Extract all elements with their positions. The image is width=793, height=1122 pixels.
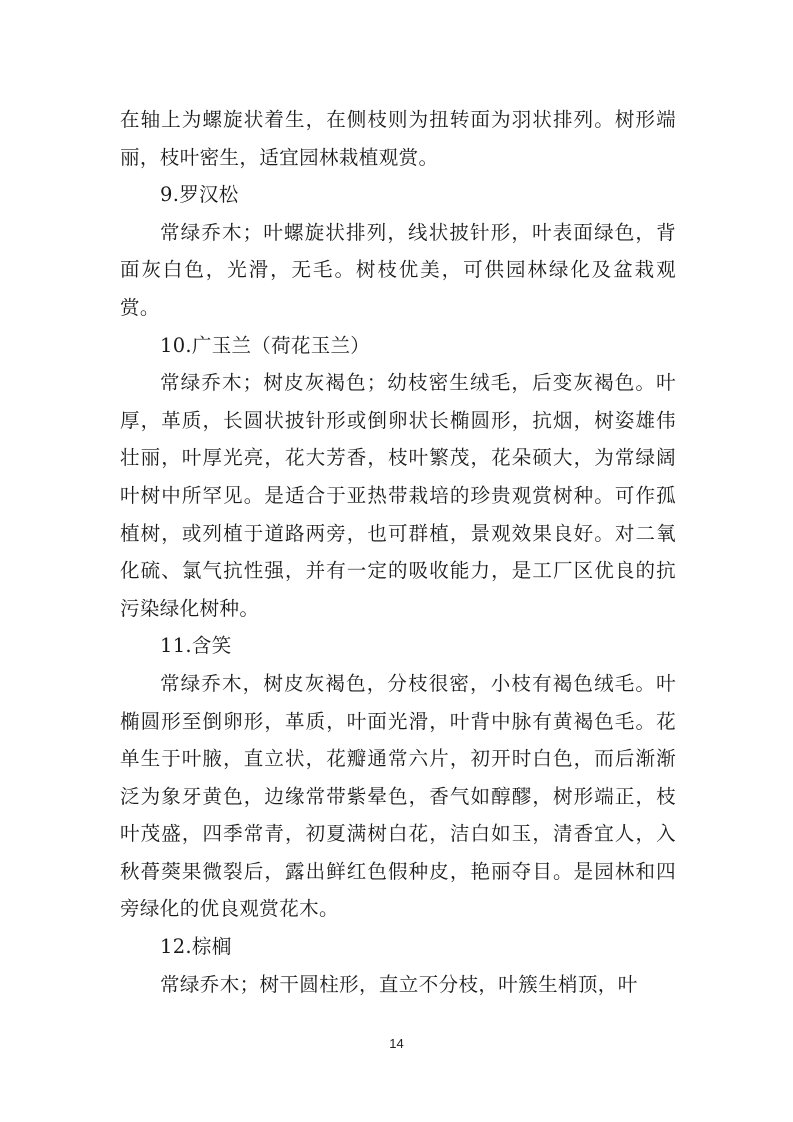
heading-zonglv: 12.棕榈 bbox=[160, 935, 232, 959]
paragraph-luohansong: 常绿乔木；叶螺旋状排列，线状披针形，叶表面绿色，背面灰白色，光滑，无毛。树枝优美，可供园林绿化及盆栽观赏。 bbox=[120, 220, 676, 319]
paragraph-tree-form: 在轴上为螺旋状着生，在侧枝则为扭转面为羽状排列。树形端丽，枝叶密生，适宜园林栽植观赏。 bbox=[120, 108, 676, 169]
document-body bbox=[120, 101, 676, 1003]
page-number: 14 bbox=[389, 1036, 404, 1051]
paragraph-guangyulan: 常绿乔木；树皮灰褐色；幼枝密生绒毛，后变灰褐色。叶厚，革质，长圆状披针形或倒卵状长椭圆形，抗烟，树姿雄伟壮丽，叶厚光亮，花大芳香，枝叶繁茂，花朵硕大，为常绿阔叶树中所罕见。是适合于亚热带栽培的珍贵观赏树种。可作孤植树，或列植于道路两旁，也可群植，景观效果良好。对二氧化硫、氯气抗性强，并有一定的吸收能力，是工厂区优良的抗污染绿化树种。 bbox=[120, 371, 676, 620]
heading-hanxiao: 11.含笑 bbox=[160, 634, 232, 658]
paragraph-hanxiao: 常绿乔木，树皮灰褐色，分枝很密，小枝有褐色绒毛。叶椭圆形至倒卵形，革质，叶面光滑，叶背中脉有黄褐色毛。花单生于叶腋，直立状，花瓣通常六片，初开时白色，而后渐渐泛为象牙黄色，边缘常带紫晕色，香气如醇醪，树形端正，枝叶茂盛，四季常青，初夏满树白花，洁白如玉，清香宜人，入秋蓇葖果微裂后，露出鲜红色假种皮，艳丽夺目。是园林和四旁绿化的优良观赏花木。 bbox=[120, 671, 676, 921]
heading-luohansong: 9.罗汉松 bbox=[160, 183, 239, 207]
heading-guangyulan: 10.广玉兰（荷花玉兰） bbox=[160, 333, 371, 357]
paragraph-zonglv: 常绿乔木；树干圆柱形，直立不分枝，叶簇生梢顶，叶 bbox=[160, 972, 638, 996]
